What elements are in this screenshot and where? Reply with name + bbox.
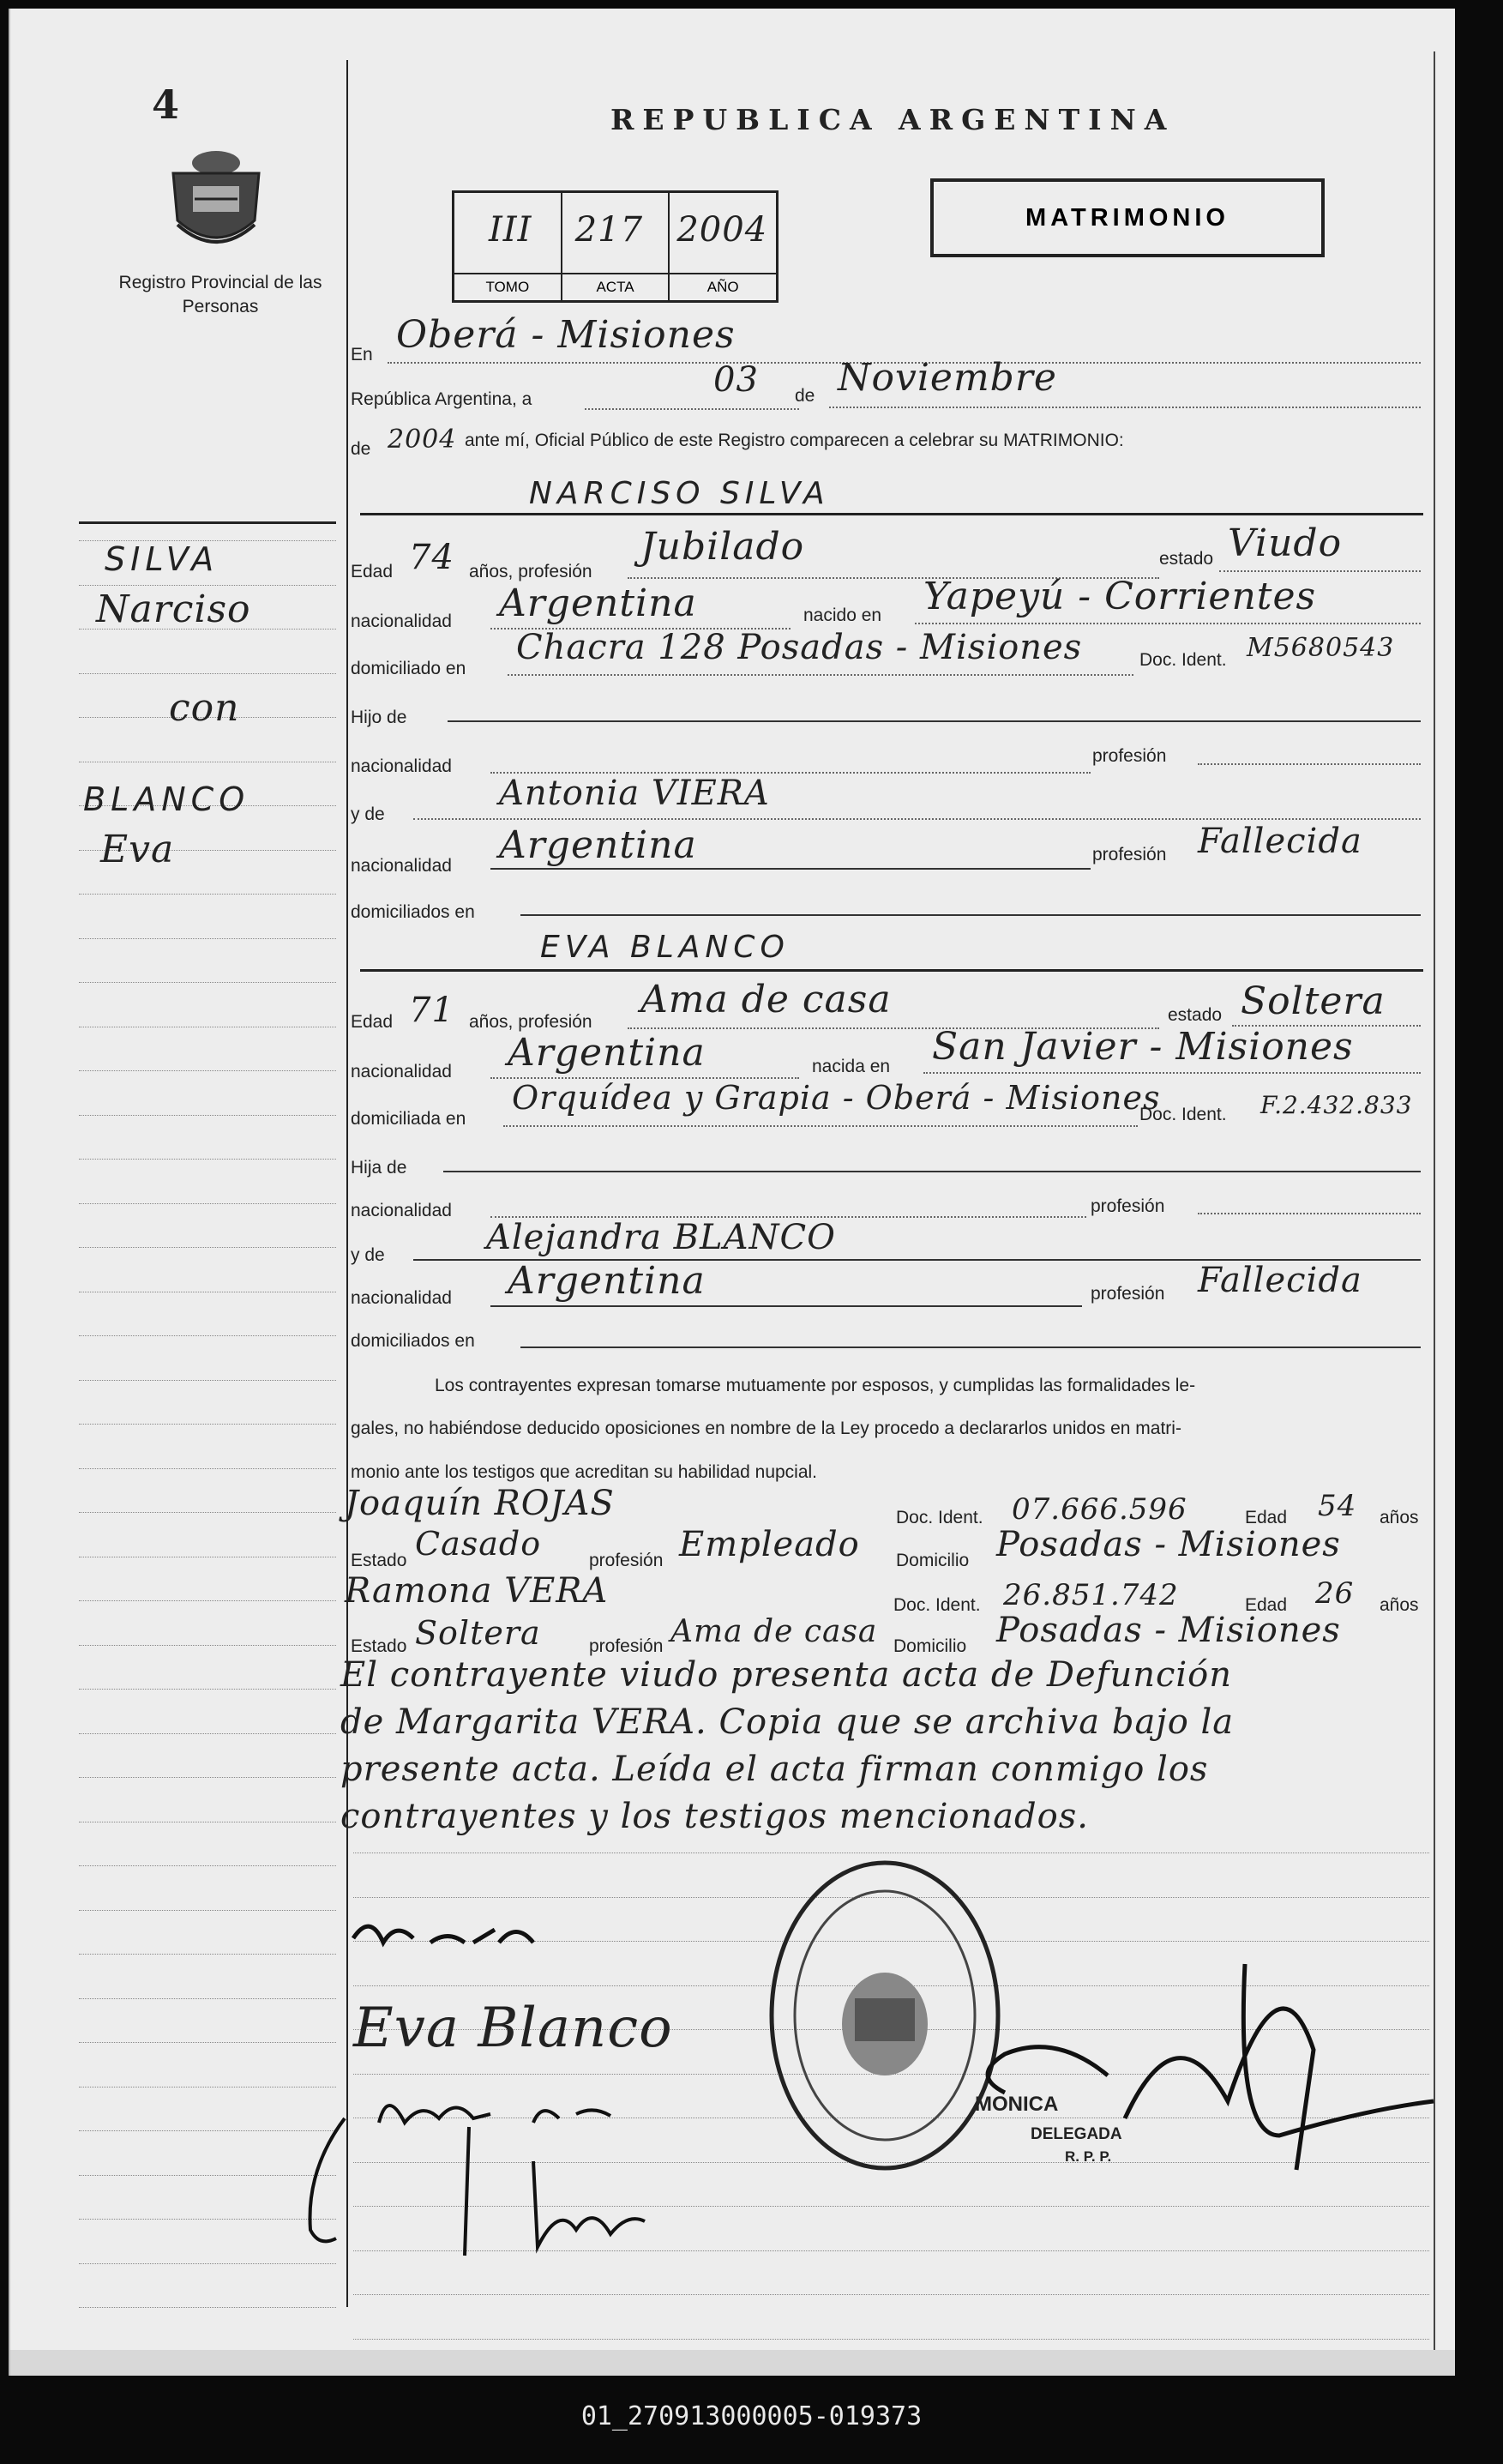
bride-estado: Soltera xyxy=(1241,979,1386,1023)
notes-line4: contrayentes y los testigos mencionados. xyxy=(340,1797,1089,1836)
republica-label: República Argentina, a xyxy=(351,389,532,409)
witness2-domicilio: Posadas - Misiones xyxy=(996,1611,1341,1650)
stamp-line3: R. P. P. xyxy=(1065,2148,1112,2165)
ruled-line xyxy=(79,1733,336,1734)
declaration-line3: monio ante los testigos que acreditan su habilidad nupcial. xyxy=(351,1462,818,1482)
witness1-name: Joaquín ROJAS xyxy=(345,1484,615,1523)
ruled-line xyxy=(79,1380,336,1381)
groom-father-nac-label: nacionalidad xyxy=(351,756,452,776)
witness1-profesion-label: profesión xyxy=(589,1551,664,1570)
groom-estado-label: estado xyxy=(1159,549,1214,569)
acta-cell xyxy=(562,193,670,300)
ruled-line xyxy=(79,982,336,983)
groom-edad: 74 xyxy=(409,538,454,577)
signature-official xyxy=(953,1878,1451,2187)
intro-place: Oberá - Misiones xyxy=(396,313,736,357)
ruled-line xyxy=(353,2339,1429,2340)
de2-label: de xyxy=(351,439,371,459)
bride-father-prof-label: profesión xyxy=(1091,1196,1165,1216)
notes-line2: de Margarita VERA. Copia que se archiva bajo la xyxy=(340,1702,1235,1742)
groom-estado-line xyxy=(1219,570,1421,572)
day-line xyxy=(585,408,799,410)
bride-domicilio-line xyxy=(503,1125,1138,1127)
registry-name: Registro Provincial de las Personas xyxy=(118,273,322,316)
ruled-line xyxy=(79,1070,336,1071)
groom-mother-nac: Argentina xyxy=(499,823,697,867)
witness1-estado-label: Estado xyxy=(351,1551,407,1570)
ruled-line xyxy=(79,1645,336,1646)
bride-domiciliados-line xyxy=(520,1346,1421,1348)
groom-domiciliados-line xyxy=(520,914,1421,916)
ruled-line xyxy=(79,1468,336,1469)
ruled-line xyxy=(79,1998,336,1999)
witness2-anos-label: años xyxy=(1380,1595,1419,1615)
witness2-doc: 26.851.742 xyxy=(1003,1578,1179,1612)
bride-hija-label: Hija de xyxy=(351,1158,407,1178)
month-line xyxy=(829,407,1421,408)
ruled-line xyxy=(79,894,336,895)
bride-domicilio: Orquídea y Grapia - Oberá - Misiones xyxy=(512,1079,1161,1117)
bride-name: EVA BLANCO xyxy=(540,930,790,965)
bride-nacionalidad: Argentina xyxy=(508,1031,706,1075)
groom-yde-label: y de xyxy=(351,804,385,824)
margin-groom-name: Narciso xyxy=(96,587,251,631)
ruled-line xyxy=(79,1689,336,1690)
bride-mother-nac-line xyxy=(490,1305,1082,1307)
witness1-profesion: Empleado xyxy=(679,1525,860,1564)
ano-value: 2004 xyxy=(676,210,768,250)
witness1-doc-label: Doc. Ident. xyxy=(896,1508,983,1527)
bride-doc-label: Doc. Ident. xyxy=(1139,1105,1227,1124)
margin-bride-name: Eva xyxy=(100,828,175,871)
bride-mother-nac: Argentina xyxy=(508,1259,706,1303)
page-bottom-edge xyxy=(10,2350,1455,2376)
margin-top-rule xyxy=(79,521,336,524)
ruled-line xyxy=(79,1424,336,1425)
ruled-line xyxy=(79,673,336,674)
declaration-line2: gales, no habiéndose deducido oposiciones en nombre de la Ley procedo a declararlos unidos en matri- xyxy=(351,1419,1181,1438)
footer-id: 01_270913000005-019373 xyxy=(580,2401,923,2431)
groom-name: NARCISO SILVA xyxy=(529,476,830,511)
signature-witness2 xyxy=(302,2101,679,2273)
groom-father-prof-label: profesión xyxy=(1092,746,1167,766)
stamp-line2: DELEGADA xyxy=(1031,2125,1122,2143)
groom-nac-label: nacionalidad xyxy=(351,611,452,631)
ano-label: AÑO xyxy=(670,273,776,300)
witness1-edad: 54 xyxy=(1318,1489,1357,1523)
witness2-edad-label: Edad xyxy=(1245,1595,1288,1615)
bride-nacida-line xyxy=(923,1072,1421,1074)
witness2-estado: Soltera xyxy=(415,1614,541,1652)
groom-mother-line xyxy=(413,818,1421,820)
ruled-line xyxy=(79,1247,336,1248)
intro-day: 03 xyxy=(713,360,759,400)
witness2-name: Ramona VERA xyxy=(345,1571,609,1611)
groom-nacido: Yapeyú - Corrientes xyxy=(923,575,1317,618)
declaration-line1: Los contrayentes expresan tomarse mutuamente por esposos, y cumplidas las formalidades le- xyxy=(435,1376,1196,1395)
groom-father-prof-line xyxy=(1198,763,1421,765)
witness2-profesion-label: profesión xyxy=(589,1636,664,1656)
groom-mother-nac-line xyxy=(490,868,1091,870)
acta-label: ACTA xyxy=(562,273,669,300)
witness2-doc-label: Doc. Ident. xyxy=(893,1595,981,1615)
coat-of-arms-emblem xyxy=(160,139,272,259)
page-number: 4 xyxy=(152,81,180,128)
ruled-line xyxy=(79,585,336,586)
ruled-line xyxy=(79,1335,336,1336)
ruled-line xyxy=(79,2263,336,2264)
groom-domicilio: Chacra 128 Posadas - Misiones xyxy=(516,628,1083,667)
groom-edad-label: Edad xyxy=(351,562,394,581)
bride-profesion: Ama de casa xyxy=(640,978,892,1021)
notes-line1: El contrayente viudo presenta acta de Defunción xyxy=(340,1655,1233,1695)
witness1-estado: Casado xyxy=(415,1525,542,1563)
tomo-cell xyxy=(454,193,562,300)
ruled-line xyxy=(79,2042,336,2043)
bride-anos-profesion-label: años, profesión xyxy=(469,1012,592,1032)
margin-bride-surname: BLANCO xyxy=(83,780,250,818)
bride-mother-nac-label: nacionalidad xyxy=(351,1288,452,1308)
witness1-edad-label: Edad xyxy=(1245,1508,1288,1527)
ruled-line xyxy=(79,1600,336,1601)
intro-month: Noviembre xyxy=(838,356,1057,400)
bride-father-prof-line xyxy=(1198,1213,1421,1214)
groom-mother-prof-label: profesión xyxy=(1092,845,1167,865)
witness2-profesion: Ama de casa xyxy=(670,1614,878,1649)
record-type: MATRIMONIO xyxy=(1025,203,1229,232)
intro-text: ante mí, Oficial Público de este Registro comparecen a celebrar su MATRIMONIO: xyxy=(465,431,1124,450)
groom-mother: Antonia VIERA xyxy=(499,774,770,813)
bride-mother-prof: Fallecida xyxy=(1198,1261,1362,1300)
margin-groom-surname: SILVA xyxy=(105,540,219,578)
bride-domiciliados-label: domiciliados en xyxy=(351,1331,475,1351)
ruled-line xyxy=(79,1203,336,1204)
bride-father-line xyxy=(443,1171,1421,1172)
bride-father-nac-label: nacionalidad xyxy=(351,1201,452,1220)
bride-domiciliada-label: domiciliada en xyxy=(351,1109,466,1129)
ruled-line xyxy=(79,1910,336,1911)
witness1-anos-label: años xyxy=(1380,1508,1419,1527)
bride-nacida-label: nacida en xyxy=(812,1057,891,1076)
bride-edad-label: Edad xyxy=(351,1012,394,1032)
groom-doc-label: Doc. Ident. xyxy=(1139,650,1227,670)
stamp-line1: MONICA xyxy=(975,2093,1059,2116)
bride-mother: Alejandra BLANCO xyxy=(486,1218,836,1257)
bride-yde-label: y de xyxy=(351,1245,385,1265)
groom-nacido-line xyxy=(915,623,1421,624)
bride-name-line xyxy=(360,969,1423,972)
tomo-value: III xyxy=(489,210,532,250)
groom-profesion: Jubilado xyxy=(640,525,805,569)
en-label: En xyxy=(351,345,373,364)
notes-line3: presente acta. Leída el acta firman conmigo los xyxy=(340,1750,1209,1789)
record-id-table xyxy=(452,190,779,303)
ruled-line xyxy=(79,1777,336,1778)
bride-nac-label: nacionalidad xyxy=(351,1062,452,1081)
signature-groom xyxy=(345,1904,568,1973)
groom-mother-nac-label: nacionalidad xyxy=(351,856,452,876)
witness2-edad: 26 xyxy=(1315,1576,1355,1611)
groom-anos-profesion-label: años, profesión xyxy=(469,562,592,581)
ruled-line xyxy=(79,1159,336,1160)
groom-domiciliados-label: domiciliados en xyxy=(351,902,475,922)
groom-name-line xyxy=(360,513,1423,515)
acta-value: 217 xyxy=(574,210,644,250)
de-label: de xyxy=(795,386,815,406)
groom-domicilio-line xyxy=(508,674,1133,676)
groom-domiciliado-label: domiciliado en xyxy=(351,659,466,678)
bride-mother-prof-label: profesión xyxy=(1091,1284,1165,1304)
ruled-line xyxy=(79,2175,336,2176)
ruled-line xyxy=(79,1512,336,1513)
record-type-box xyxy=(930,178,1325,257)
ruled-line xyxy=(79,1865,336,1866)
tomo-label: TOMO xyxy=(454,273,561,300)
country-title: REPUBLICA ARGENTINA xyxy=(610,103,1175,136)
groom-estado: Viudo xyxy=(1228,521,1343,565)
intro-year: 2004 xyxy=(388,425,457,455)
bride-estado-label: estado xyxy=(1168,1005,1223,1025)
groom-nacido-label: nacido en xyxy=(803,605,882,625)
ruled-line xyxy=(353,2294,1429,2295)
ruled-line xyxy=(79,938,336,939)
ruled-line xyxy=(79,2219,336,2220)
ruled-line xyxy=(79,1115,336,1116)
bride-edad: 71 xyxy=(409,991,454,1030)
ruled-line xyxy=(79,2307,336,2308)
groom-hijo-label: Hijo de xyxy=(351,708,407,727)
groom-nacionalidad: Argentina xyxy=(499,581,697,625)
groom-doc: M5680543 xyxy=(1247,633,1395,663)
witness1-doc: 07.666.596 xyxy=(1012,1492,1187,1527)
witness1-domicilio: Posadas - Misiones xyxy=(996,1525,1341,1564)
margin-con: con xyxy=(169,686,240,730)
signature-bride: Eva Blanco xyxy=(353,1997,673,2060)
ruled-line xyxy=(79,1954,336,1955)
groom-mother-prof: Fallecida xyxy=(1198,822,1362,861)
record-page xyxy=(9,9,1455,2376)
ruled-line xyxy=(79,2130,336,2131)
witness1-domicilio-label: Domicilio xyxy=(896,1551,970,1570)
groom-father-line xyxy=(448,720,1421,722)
bride-doc: F.2.432.833 xyxy=(1260,1091,1413,1119)
witness2-domicilio-label: Domicilio xyxy=(893,1636,967,1656)
ano-cell xyxy=(670,193,776,300)
witness2-estado-label: Estado xyxy=(351,1636,407,1656)
bride-nacida: San Javier - Misiones xyxy=(932,1025,1354,1069)
